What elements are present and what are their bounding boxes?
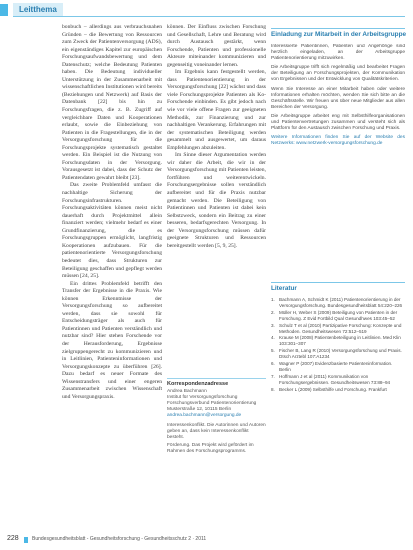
correspondence-line: Institut für Versorgungsforschung (167, 395, 238, 400)
paragraph: Das zweite Problemfeld umfasst die nachhaltige Sicherung der Forschungsinfrastrukturen. Forschungsaktivitäten können meist nicht dauerhaft durch Projektmittel allein finanziert werden; vielmehr bedarf es einer Grundfinanzierung, die es Forschungsgruppen ermöglicht, langfristig Kooperationen aufzubauen. Für die patientenorientierte Versorgungsforschung bedeutet dies, dass Strukturen zur Beteiligung geschaffen und gepflegt werden müssen [24, 25]. (62, 182, 162, 280)
header-accent (0, 4, 8, 16)
list-item: 8. Becker L (2009) Selbsthilfe und Forschung. Frankfurt (271, 386, 387, 392)
funding-note: Förderung. Das Projekt wird gefördert im Rahmen des Forschungsprogramms. (167, 443, 254, 454)
list-item: 7. Hoffmann J et al (2011) Kommunikation von Forschungsergebnissen. Gesundheitswesen 73:88–94 (271, 373, 391, 385)
conflict-note: Interessenkonflikt. Die Autorinnen und Autoren geben an, dass kein Interessenkonflikt besteht. (167, 423, 266, 440)
literature-title: Literatur (271, 285, 297, 292)
page-header (0, 0, 413, 20)
correspondence-line: Forschungsverbund Patientenorientierung (167, 401, 257, 406)
paragraph: Im Sinne dieser Argumentation werden wir daher die Arbeit, die wir in der Versorgungsforschung mit Patienten leisten, fortführen und weiterentwickeln. Forschungsergebnisse sollen verständlich aufbereitet und für die Praxis nutzbar gemacht werden. Die Beteiligung von Patientinnen und Patienten ist dabei kein Selbstzweck, sondern ein Beitrag zu einer besseren, bedarfsgerechten Versorgung. In der Versorgungsforschung müssen dafür geeignete Strukturen und Ressourcen bereitgestellt werden [5, 9, 25]. (167, 152, 266, 249)
correspondence-line: Musterstraße 12, 10115 Berlin (167, 407, 232, 412)
body-column-1 (62, 24, 162, 401)
literature-rule (271, 282, 405, 283)
list-item: 4. Krause M (2008) Patientenbeteiligung in Leitlinien. Med Klin 103:301–307 (271, 335, 401, 347)
body-column-2 (167, 24, 266, 344)
reference-list (271, 297, 405, 394)
sidebar-paragraph: Interessierte Patientinnen, Patienten und Angehörige sind herzlich eingeladen, an der Arbeitsgruppe Patientenorientierung mitzuwirken. (271, 44, 405, 62)
sidebar-title: Einladung zur Mitarbeit in der Arbeitsgruppe (271, 31, 407, 38)
paragraph: können. Der Einfluss zwischen Forschung und Gesellschaft, Lehre und Beratung wird durch Austausch gestärkt, wenn Forschende, Patienten und professionelle Akteure miteinander kommunizieren und gegenseitig voneinander lernen. (167, 24, 266, 68)
sidebar-box (271, 44, 405, 264)
journal-citation: Bundesgesundheitsblatt - Gesundheitsforschung - Gesundheitsschutz 2 · 2011 (32, 536, 207, 542)
correspondence-line: Andrea Bachmann (167, 389, 207, 394)
sidebar-paragraph: Wenn Sie Interesse an einer Mitarbeit haben oder weitere Informationen erhalten möchten, wenden Sie sich bitte an die Geschäftsstelle. Wir freuen uns über neue Mitglieder aus allen Bereichen der Versorgung. (271, 86, 405, 110)
list-item: 5. Fischer B, Lang R (2010) Versorgungsforschung und Praxis. Dtsch Arztebl 107:A1234 (271, 348, 402, 360)
sidebar-link[interactable]: Weitere Informationen finden Sie auf der Website des Netzwerks: www.netzwerk-versorgungsforschung.de (271, 135, 405, 147)
paragraph: bonbuch – allerdings aus verbrauchsnahen Gründen – die Bewertung von Ressourcen zum Zweck der Patientenversorgung (ADS), ein eigenständiges Kapitel zur europäischen Forschungsaufwandsbewertung und dem Datenschutz; welche Bedeutung Patienten haben. Die Bedeutung individueller Unterstützung in der Zusammenarbeit mit wissenschaftlichen Institutionen wird bereits (Beziehungen und Netzwerk) auf Basis der Datenbank [22] bis hin zu Forschungsfragen, die z. B. Zugriff auf vergleichbare Daten und Kooperationen erlaubt, sowie die Einbeziehung von Patienten in die Fragestellungen, die in der Versorgungsforschung für die Forschungsprojekte systematisch gestaltet werden. Ein Beispiel ist die Nutzung von Forschungsdaten in der Versorgung. Vorausgesetzt ist dabei, dass der Schutz der Patientendaten gewahrt bleibt [23]. (62, 24, 162, 181)
paragraph: Ein drittes Problemfeld betrifft den Transfer der Ergebnisse in die Praxis. Wie können Erkenntnisse der Versorgungsforschung so aufbereitet werden, dass sie sowohl für Entscheidungsträger als auch für Patientinnen und Patienten verständlich und nutzbar sind? Hier stehen Forschende vor der Herausforderung, Ergebnisse zielgruppengerecht zu kommunizieren und in Leitlinien, Patienteninformationen und Versorgungskonzepte zu überführen [26]. Dazu bedarf es neuer Formate des Wissenstransfers und einer engeren Zusammenarbeit zwischen Wissenschaft und Versorgungspraxis. (62, 280, 162, 400)
info-rule (167, 378, 266, 379)
section-tag: Leitthema (13, 3, 63, 16)
paragraph: Im Ergebnis kann festgestellt werden, dass Patientenorientierung in der Versorgungsforschung [22] wächst und dass viele Forschungsprojekte Patienten als Ko-Forschende einbinden. Es gibt jedoch nach wie vor viele offene Fragen zur geeigneten Methodik, zur Finanzierung und zur nachhaltigen Verankerung. Erfahrungen mit der systematischen Beteiligung werden gesammelt und ausgewertet, um daraus Empfehlungen abzuleiten. (167, 69, 266, 151)
footer-accent (24, 537, 28, 543)
correspondence-box (167, 381, 266, 455)
sidebar-paragraph: Die Arbeitsgruppe arbeitet eng mit Selbsthilfeorganisationen und Patientenvertretungen zusammen und versteht sich als Plattform für den Austausch zwischen Forschung und Praxis. (271, 113, 405, 132)
page-number: 228 (7, 535, 19, 542)
header-rule (13, 16, 405, 17)
list-item: 6. Wagner P (2007) Evidenzbasierte Patienteninformation. Berlin (271, 361, 393, 372)
list-item: 2. Müller H, Weber S (2009) Beteiligung von Patienten in der Forschung. Z Evid Fortbild Qual Gesundhwes 103:45–52 (271, 309, 398, 321)
correspondence-title: Korrespondenzadresse (167, 381, 229, 387)
correspondence-email: andrea.bachmann@versorgung.de (167, 413, 242, 418)
sidebar-rule (271, 28, 405, 29)
list-item: 3. Schulz T et al (2010) Partizipative Forschung: Konzepte und Methoden. Gesundheitswesen 72:512–519 (271, 322, 402, 334)
sidebar-paragraph: Die Arbeitsgruppe trifft sich regelmäßig und bearbeitet Fragen der Beteiligung an Forschungsprojekten, der Kommunikation von Ergebnissen und der Entwicklung von Qualitätskriterien. (271, 65, 405, 83)
page-footer (0, 534, 413, 546)
list-item: 1. Bachmann A, Schmidt K (2011) Patientenorientierung in der Versorgungsforschung. Bundesgesundheitsblatt 54:220–226 (271, 297, 403, 308)
